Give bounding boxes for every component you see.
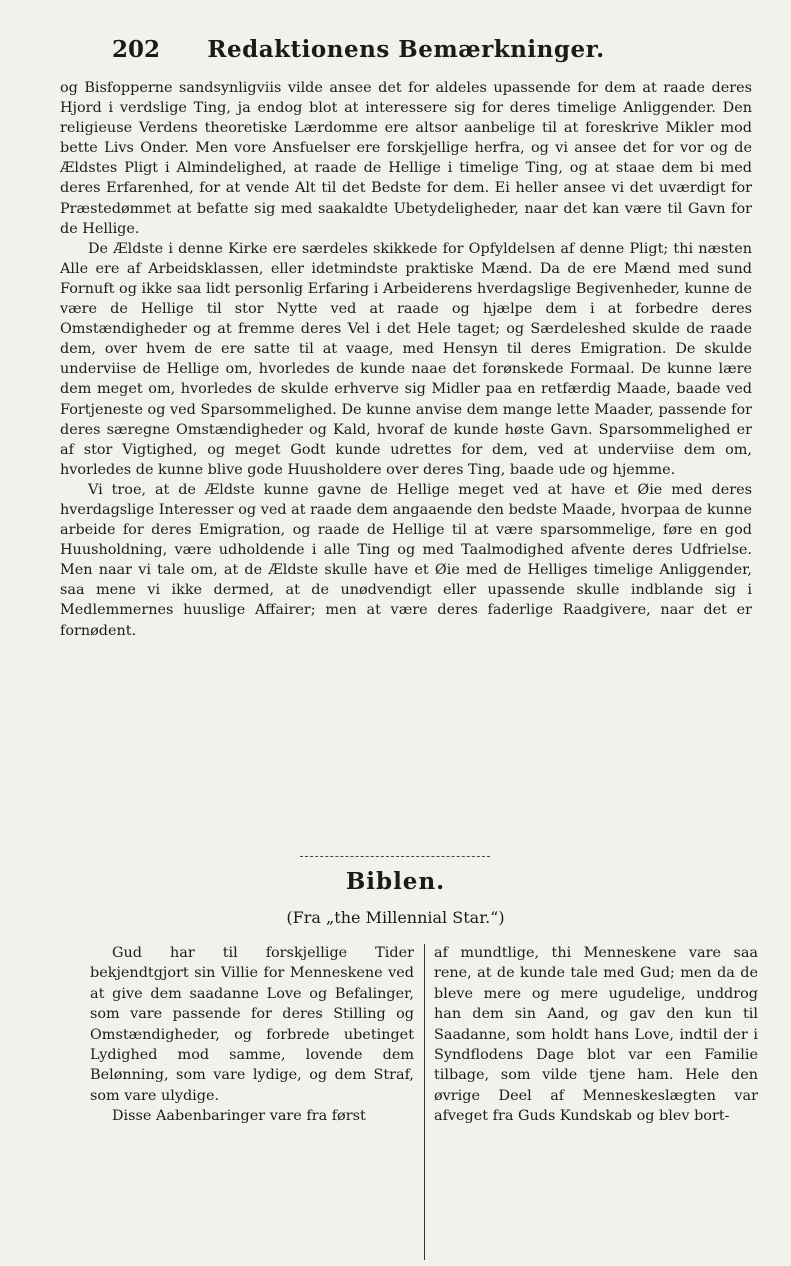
paragraph: og Bisfopperne sandsynligviis vilde ansee det for aldeles upassende for dem at raade deres Hjord i verdslige Ting, ja endog blot at interessere sig for deres timelige Anliggender. Den religieuse Verdens theoretiske Lærdomme ere altsor aanbelige til at foreskrive Mikler mod bette Livs Onder. Men vore Ansfuelser ere forskjellige herfra, og vi ansee det for vor og de Ældstes Pligt i Almindelighed, at raade de Hellige i timelige Ting, og at staae dem bi med deres Erfarenhed, for at vende Alt til det Bedste for dem. Ei heller ansee vi det uværdigt for Præstedømmet at befatte sig med saakaldte Ubetydeligheder, naar det kan være til Gavn for de Hellige.: [60, 80, 752, 237]
paragraph: Gud har til forskjellige Tider bekjendtgjort sin Villie for Menneskene ved at give dem saadanne Love og Befalinger, som vare passende for deres Stilling og Omstændigheder, og forbrede ubetinget Lydighed mod samme, lovende dem Belønning, som vare lydige, og dem Straf, som vare ulydige.: [90, 945, 414, 1104]
section-title: Biblen.: [345, 868, 446, 895]
column-divider: [424, 944, 425, 1260]
paragraph: De Ældste i denne Kirke ere særdeles skikkede for Opfyldelsen af denne Pligt; thi næsten Alle ere af Arbeidsklassen, eller idetmindste praktiske Mænd. Da de ere Mænd med sund Fornuft og ikke saa lidt personlig Erfaring i Arbeiderens hverdagslige Begivenheder, kunne de være de Hellige til stor Nytte ved at raade og hjælpe dem i at forbedre deres Omstændigheder og at fremme deres Vel i det Hele taget; og Særdeleshed skulde de raade dem, over hvem de ere satte til at vaage, med Hensyn til deres Emigration. De skulde underviise de Hellige om, hvorledes de kunde naae det forønskede Formaal. De kunne lære dem meget om, hvorledes de skulde erhverve sig Midler paa en retfærdig Maade, baade ved Fortjeneste og ved Sparsommelighed. De kunne anvise dem mange lette Maader, passende for deres særegne Omstændigheder og Kald, hvoraf de kunde høste Gavn. Sparsommelighed er af stor Vigtighed, og meget Godt kunde udrettes for dem, ved at underviise dem om, hvorledes de kunne blive gode Huusholdere over deres Ting, baade ude og hjemme.: [60, 240, 752, 478]
left-column: [90, 943, 414, 1127]
section-source: (Fra „the Millennial Star.“): [286, 908, 505, 927]
page-number: 202: [112, 36, 161, 63]
section-divider: [300, 856, 490, 857]
right-column: [434, 943, 758, 1127]
main-text: [60, 78, 752, 641]
paragraph: Disse Aabenbaringer vare fra først: [112, 1108, 366, 1125]
paragraph: af mundtlige, thi Menneskene vare saa rene, at de kunde tale med Gud; men da de bleve mere og mere ugudelige, unddrog han dem sin Aand, og gav den kun til Saadanne, som holdt hans Love, indtil der i Syndflodens Dage blot var een Familie tilbage, som vilde tjene ham. Hele den øvrige Deel af Menneskeslægten var afveget fra Guds Kundskab og blev bort-: [434, 945, 758, 1125]
paragraph: Vi troe, at de Ældste kunne gavne de Hellige meget ved at have et Øie med deres hverdagslige Interesser og ved at raade dem angaaende den bedste Maade, hvorpaa de kunne arbeide for deres Emigration, og raade de Hellige til at være sparsommelige, føre en god Huusholdning, være udholdende i alle Ting og med Taalmodighed afvente deres Udfrielse. Men naar vi tale om, at de Ældste skulle have et Øie med de Helliges timelige Anliggender, saa mene vi ikke dermed, at de unødvendigt eller upassende skulle indblande sig i Medlemmernes huuslige Affairer; men at være deres faderlige Raadgivere, naar det er fornødent.: [60, 481, 752, 639]
page-header: [60, 36, 752, 70]
running-title: Redaktionens Bemærkninger.: [207, 36, 605, 63]
